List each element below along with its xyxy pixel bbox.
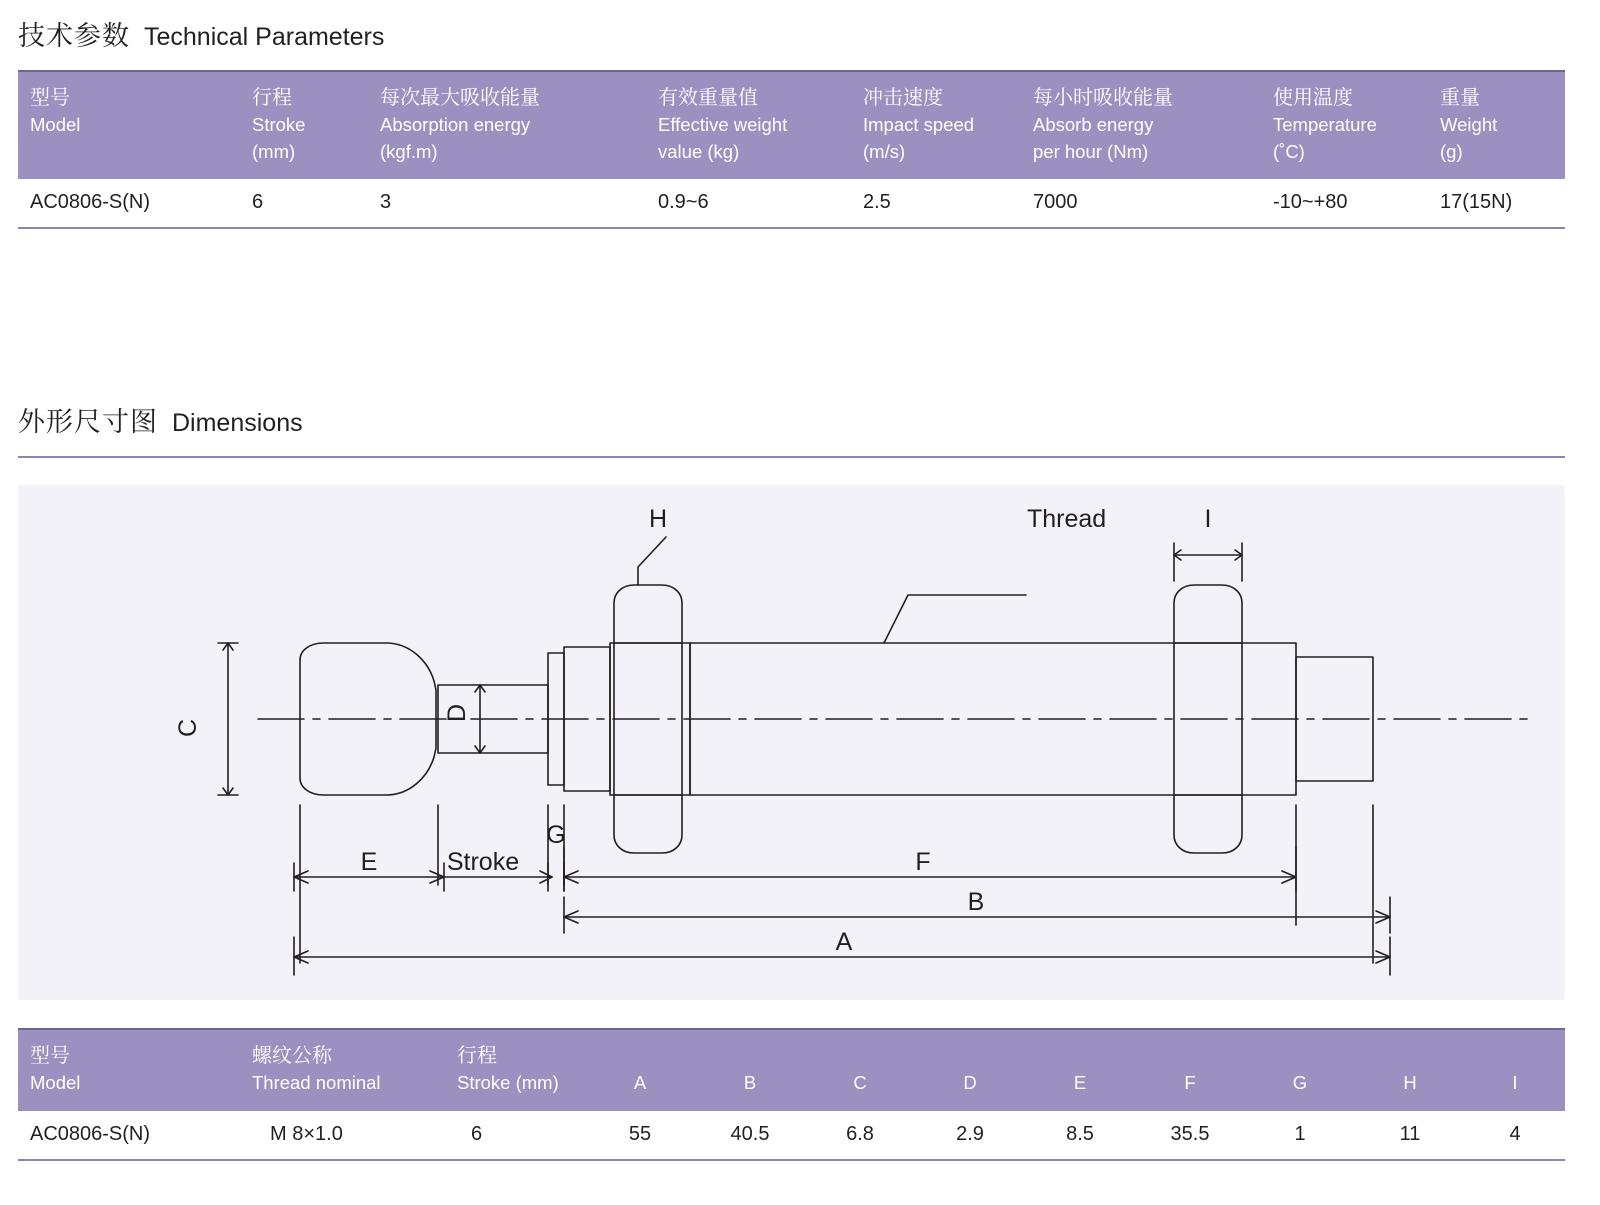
dim-column-header-e-label: E — [1073, 1072, 1087, 1094]
column-header-weight-en: Weight — [1440, 114, 1498, 136]
column-header-absorption-energy-en: Absorption energy — [380, 114, 531, 136]
technical-parameters-table — [18, 70, 1565, 229]
dim-column-header-c — [805, 1029, 915, 1111]
column-header-model-en: Model — [30, 114, 81, 136]
dim-column-header-model — [18, 1029, 240, 1111]
i-extension-lines — [1174, 543, 1242, 581]
figure-label-g: G — [546, 821, 566, 849]
column-header-temperature-en: Temperature — [1273, 114, 1377, 136]
column-header-absorption-energy-cn: 每次最大吸收能量 — [380, 87, 540, 109]
cell-absorption-energy: 3 — [368, 179, 646, 228]
dim-column-header-h-label: H — [1403, 1072, 1417, 1094]
column-header-model — [18, 71, 240, 179]
figure-label-d: D — [443, 703, 471, 723]
dim-cell-b: 40.5 — [695, 1111, 805, 1160]
cell-model: AC0806-S(N) — [18, 179, 240, 228]
figure-label-f: F — [915, 848, 931, 876]
dim-cell-g: 1 — [1245, 1111, 1355, 1160]
h-leader — [638, 537, 666, 585]
column-header-absorb-energy-per-hour-cn: 每小时吸收能量 — [1033, 87, 1173, 109]
shock-absorber-drawing — [18, 485, 1565, 1000]
dim-column-header-i — [1465, 1029, 1565, 1111]
dim-cell-f: 35.5 — [1135, 1111, 1245, 1160]
dimensions-divider — [18, 456, 1565, 458]
column-header-weight — [1428, 71, 1565, 179]
column-header-effective-weight-unit: value (kg) — [658, 140, 740, 162]
table-header-row — [18, 1029, 1565, 1111]
column-header-stroke — [240, 71, 368, 179]
cell-absorb-energy-per-hour: 7000 — [1021, 179, 1261, 228]
column-header-impact-speed-cn: 冲击速度 — [863, 87, 943, 109]
cell-stroke: 6 — [240, 179, 368, 228]
dim-column-header-e — [1025, 1029, 1135, 1111]
dim-column-header-thread-nominal-cn: 螺纹公称 — [252, 1045, 332, 1067]
figure-label-e: E — [360, 848, 378, 876]
dimensions-heading-en: Dimensions — [172, 409, 303, 437]
dim-column-header-f-label: F — [1184, 1072, 1196, 1094]
dim-cell-h: 11 — [1355, 1111, 1465, 1160]
dim-column-header-b — [695, 1029, 805, 1111]
figure-label-stroke: Stroke — [446, 848, 520, 876]
column-header-effective-weight-en: Effective weight — [658, 114, 788, 136]
column-header-temperature — [1261, 71, 1428, 179]
dim-column-header-h — [1355, 1029, 1465, 1111]
column-header-effective-weight-cn: 有效重量值 — [658, 87, 758, 109]
dimensions-heading — [18, 400, 303, 439]
figure-label-a: A — [835, 928, 853, 956]
dimensions-table — [18, 1028, 1565, 1161]
column-header-absorb-energy-per-hour — [1021, 71, 1261, 179]
dim-cell-stroke: 6 — [445, 1111, 585, 1160]
cell-effective-weight: 0.9~6 — [646, 179, 851, 228]
dim-cell-i: 4 — [1465, 1111, 1565, 1160]
column-header-weight-cn: 重量 — [1440, 87, 1480, 109]
dim-column-header-d — [915, 1029, 1025, 1111]
figure-label-i: I — [1204, 505, 1212, 533]
column-header-stroke-en: Stroke — [252, 114, 306, 136]
dimensions-heading-cn: 外形尺寸图 — [18, 407, 158, 437]
cell-impact-speed: 2.5 — [851, 179, 1021, 228]
dim-column-header-stroke — [445, 1029, 585, 1111]
column-header-effective-weight — [646, 71, 851, 179]
column-header-impact-speed-en: Impact speed — [863, 114, 975, 136]
dim-column-header-a-label: A — [633, 1072, 647, 1094]
dim-column-header-g — [1245, 1029, 1355, 1111]
column-header-absorption-energy — [368, 71, 646, 179]
cell-temperature: -10~+80 — [1261, 179, 1428, 228]
column-header-temperature-unit: (˚C) — [1273, 140, 1305, 162]
cell-weight: 17(15N) — [1428, 179, 1565, 228]
dimensions-figure — [18, 485, 1565, 1000]
table-header-row — [18, 71, 1565, 179]
column-header-stroke-cn: 行程 — [252, 87, 292, 109]
dim-column-header-f — [1135, 1029, 1245, 1111]
column-header-temperature-cn: 使用温度 — [1273, 87, 1353, 109]
figure-label-h: H — [648, 505, 668, 533]
column-header-absorb-energy-per-hour-unit: per hour (Nm) — [1033, 140, 1149, 162]
dim-cell-d: 2.9 — [915, 1111, 1025, 1160]
dim-column-header-d-label: D — [963, 1072, 977, 1094]
dim-cell-model: AC0806-S(N) — [18, 1111, 240, 1160]
dim-cell-a: 55 — [585, 1111, 695, 1160]
dim-cell-e: 8.5 — [1025, 1111, 1135, 1160]
dim-column-header-stroke-en: Stroke (mm) — [457, 1072, 559, 1094]
column-header-absorption-energy-unit: (kgf.m) — [380, 140, 438, 162]
figure-label-c: C — [174, 718, 202, 738]
dim-column-header-b-label: B — [743, 1072, 757, 1094]
dim-column-header-i-label: I — [1512, 1072, 1518, 1094]
figure-label-b: B — [967, 888, 985, 916]
column-header-impact-speed — [851, 71, 1021, 179]
column-header-absorb-energy-per-hour-en: Absorb energy — [1033, 114, 1154, 136]
table-row — [18, 1111, 1565, 1160]
dim-cell-c: 6.8 — [805, 1111, 915, 1160]
dim-column-header-model-cn: 型号 — [30, 1045, 70, 1067]
column-header-weight-unit: (g) — [1440, 140, 1463, 162]
column-header-stroke-unit: (mm) — [252, 140, 296, 162]
dim-column-header-a — [585, 1029, 695, 1111]
table-row — [18, 179, 1565, 228]
column-header-model-cn: 型号 — [30, 87, 70, 109]
dim-cell-thread-nominal: M 8×1.0 — [240, 1111, 445, 1160]
technical-parameters-heading — [18, 14, 384, 53]
dim-column-header-g-label: G — [1292, 1072, 1308, 1094]
technical-parameters-heading-en: Technical Parameters — [144, 23, 385, 51]
figure-label-thread: Thread — [1027, 505, 1107, 533]
dim-column-header-stroke-cn: 行程 — [457, 1045, 497, 1067]
dim-column-header-thread-nominal — [240, 1029, 445, 1111]
column-header-impact-speed-unit: (m/s) — [863, 140, 906, 162]
dim-column-header-c-label: C — [853, 1072, 867, 1094]
thread-leader — [884, 595, 1026, 643]
dim-column-header-model-en: Model — [30, 1072, 81, 1094]
dim-column-header-thread-nominal-en: Thread nominal — [252, 1072, 381, 1094]
technical-parameters-heading-cn: 技术参数 — [18, 21, 130, 51]
